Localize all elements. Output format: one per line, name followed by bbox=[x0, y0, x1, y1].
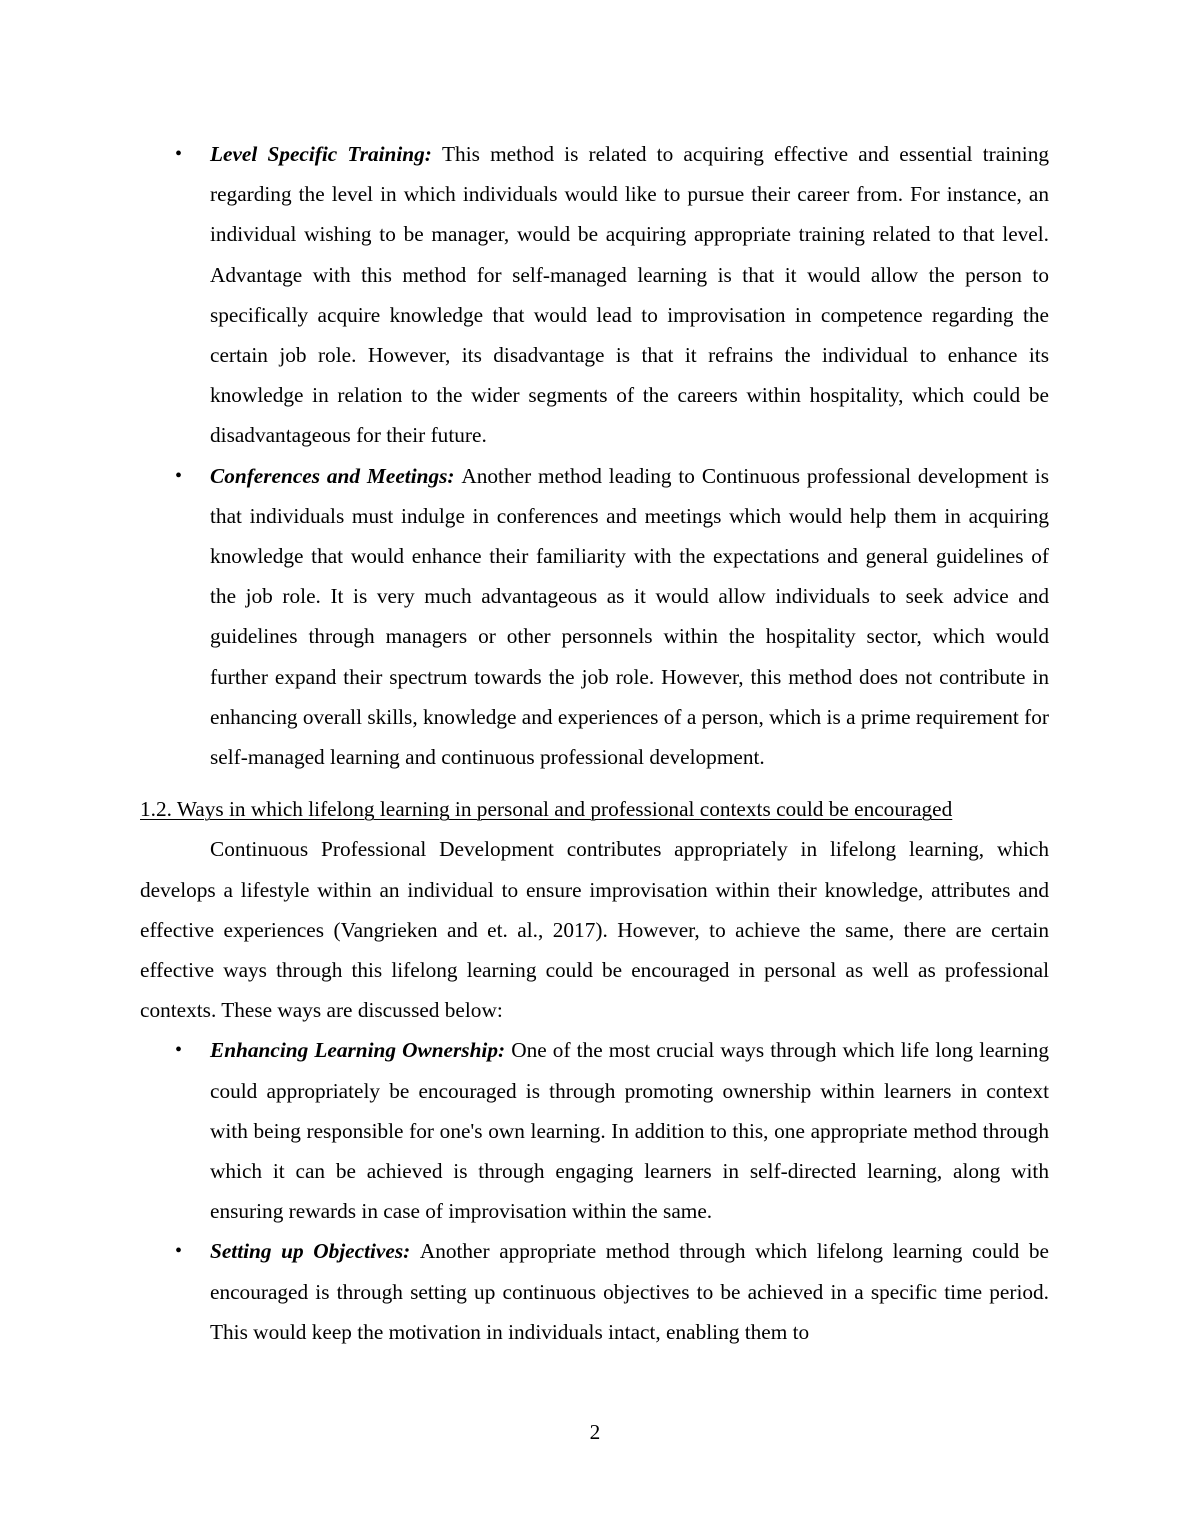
list-item-enhancing-learning-ownership bbox=[140, 1030, 1049, 1231]
item-title: Enhancing Learning Ownership: bbox=[210, 1038, 512, 1063]
item-title: Level Specific Training: bbox=[210, 142, 443, 166]
page-number: 2 bbox=[589, 1420, 601, 1444]
bullet-icon: • bbox=[175, 1240, 183, 1263]
item-text: Another method leading to Continuous professional development is that individuals must indulge in conferences and meetings which would help them in acquiring knowledge that would enhance their familiarity with the expectations and general guidelines of the job role. It is very much advantageous as it would allow individuals to seek advice and guidelines through managers or other personnels within the hospitality sector, which would further expand their spectrum towards the job role. However, this method does not contribute in enhancing overall skills, knowledge and experiences of a person, which is a prime requirement for self-managed learning and continuous professional development. bbox=[210, 463, 1050, 770]
list-item-level-specific-training bbox=[140, 134, 1049, 456]
bullet-icon: • bbox=[175, 1039, 183, 1062]
bullet-list-methods bbox=[140, 134, 1049, 777]
item-title: Conferences and Meetings: bbox=[210, 463, 462, 488]
body-paragraph: Continuous Professional Development contributes appropriately in lifelong learning, which develops a lifestyle within an individual to ensure improvisation within their knowledge, attributes and effective experiences (Vangrieken and et. al., 2017). However, to achieve the same, there are certain effective ways through this lifelong learning could be encouraged in personal as well as professional contexts. These ways are discussed below: bbox=[140, 837, 1049, 1023]
page-content bbox=[140, 134, 1049, 1352]
item-title: Setting up Objectives: bbox=[210, 1239, 420, 1264]
bullet-icon: • bbox=[175, 464, 183, 487]
item-text: This method is related to acquiring effective and essential training regarding the level in which individuals would like to pursue their career from. For instance, an individual wishing to be manager, would be acquiring appropriate training related to that level. Advantage with this method for self-managed learning is that it would allow the person to specifically acquire knowledge that would lead to improvisation in competence regarding the certain job role. However, its disadvantage is that it refrains the individual to enhance its knowledge in relation to the wider segments of the careers within hospitality, which could be disadvantageous for their future. bbox=[210, 142, 1050, 448]
bullet-icon: • bbox=[175, 143, 183, 165]
list-item-conferences-and-meetings bbox=[140, 456, 1049, 778]
item-text: One of the most crucial ways through which life long learning could appropriately be encouraged is through promoting ownership within learners in context with being responsible for one's own learning. In addition to this, one appropriate method through which it can be achieved is through engaging learners in self-directed learning, along with ensuring rewards in case of improvisation within the same. bbox=[210, 1038, 1049, 1224]
list-item-setting-up-objectives bbox=[140, 1231, 1049, 1352]
bullet-list-ways bbox=[140, 1030, 1049, 1352]
section-heading: 1.2. Ways in which lifelong learning in personal and professional contexts could be encouraged bbox=[140, 797, 953, 822]
item-text: Another appropriate method through which lifelong learning could be encouraged is through setting up continuous objectives to be achieved in a specific time period. This would keep the motivation in individuals intact, enabling them to bbox=[210, 1239, 1049, 1344]
